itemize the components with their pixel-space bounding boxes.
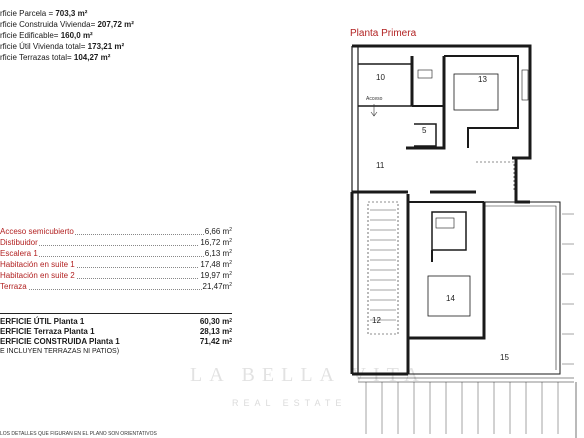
wall xyxy=(432,212,466,250)
railing-posts xyxy=(366,382,558,434)
wall xyxy=(444,56,518,148)
bath-fixture xyxy=(522,70,528,100)
bath-fixture xyxy=(418,70,432,78)
summary-row: rficie Terrazas total= 104,27 m² xyxy=(0,53,111,62)
bed xyxy=(454,74,498,110)
room-number-12: 12 xyxy=(372,316,381,325)
wall xyxy=(408,202,484,338)
floor-totals xyxy=(0,313,232,357)
summary-row: rficie Edificable= 160,0 m² xyxy=(0,31,93,40)
acceso-label: Acceso xyxy=(366,96,383,102)
room-number-5: 5 xyxy=(422,126,427,135)
surface-summary xyxy=(0,8,250,63)
railing xyxy=(358,378,576,438)
stair-outline xyxy=(368,202,398,334)
room-area-list xyxy=(0,226,232,292)
summary-row: rficie Parcela = 703,3 m² xyxy=(0,9,88,18)
watermark-subtitle: REAL ESTATE xyxy=(232,398,347,408)
plan-title: Planta Primera xyxy=(350,28,417,39)
summary-row: rficie Construida Vivienda= 207,72 m² xyxy=(0,20,134,29)
terrace-edge xyxy=(358,202,560,374)
room-row: Habitación en suite 2 19,97 $m^2$ xyxy=(0,271,232,280)
room-number-15: 15 xyxy=(500,353,509,362)
room-row: Terraza $21,47m^2$ xyxy=(0,282,232,291)
terrace-edge xyxy=(484,206,556,370)
outer-wall xyxy=(352,46,530,158)
room-number-10: 10 xyxy=(376,73,385,82)
floor-plan xyxy=(336,44,584,438)
room-row: Habitación en suite 1 17,48 $m^2$ xyxy=(0,260,232,269)
stair-treads xyxy=(370,210,396,320)
room-row: Acceso semicubierto 6,66 $m^2$ xyxy=(0,227,232,236)
total-row: ERFICIE Terraza Planta 1 28,13 $m^2$ xyxy=(0,327,232,336)
room-number-13: 13 xyxy=(478,75,487,84)
room-row: Escalera 1 6,13 $m^2$ xyxy=(0,249,232,258)
watermark-brand: LA BELLA VITA xyxy=(190,364,426,386)
total-row: ERFICIE ÚTIL Planta 1 60,30 $m^2$ xyxy=(0,317,232,326)
outer-wall xyxy=(516,158,530,202)
disclaimer-footnote: LOS DETALLES QUE FIGURAN EN EL PLANO SON ORIENTATIVOS xyxy=(0,431,157,437)
room-row: Distibuidor 16,72 $m^2$ xyxy=(0,238,232,247)
totals-note: E INCLUYEN TERRAZAS NI PATIOS) xyxy=(0,348,120,355)
room-number-11: 11 xyxy=(376,161,385,170)
bath-fixture xyxy=(436,218,454,228)
terrace-grid xyxy=(562,214,574,364)
summary-row: rficie Útil Vivienda total= 173,21 m² xyxy=(0,42,125,51)
total-row: ERFICIE CONSTRUIDA Planta 1 71,42 $m^2$ xyxy=(0,337,232,346)
stair-outline xyxy=(476,162,514,192)
room-number-14: 14 xyxy=(446,294,455,303)
